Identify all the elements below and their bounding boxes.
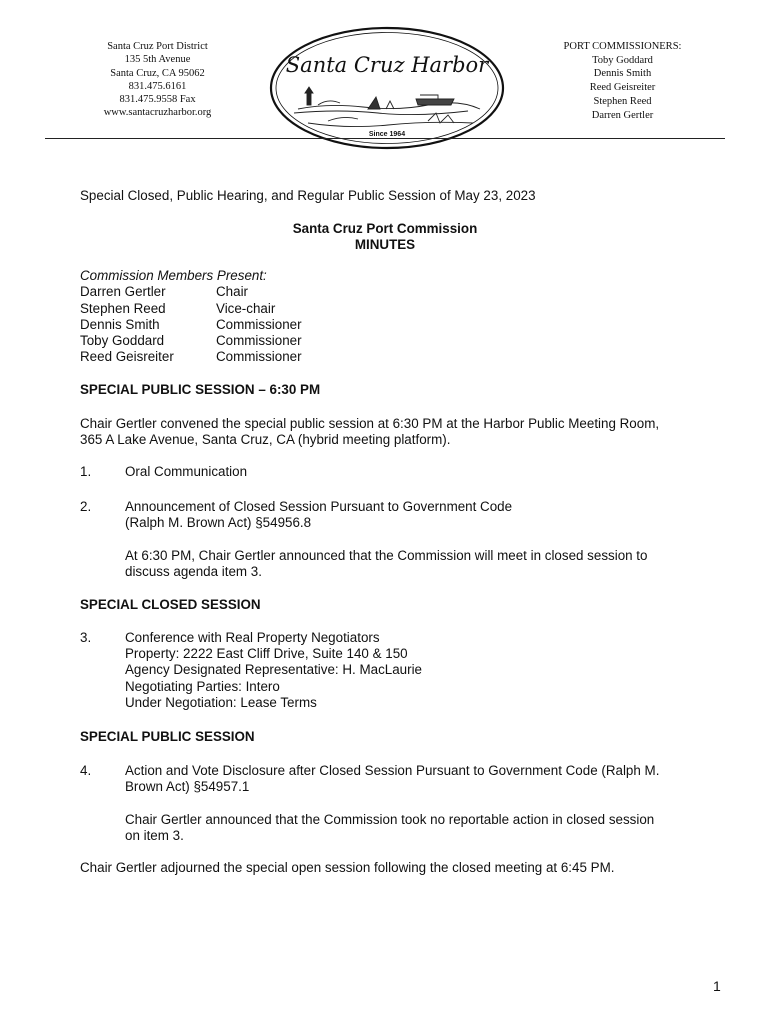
member-name: Toby Goddard	[80, 333, 165, 349]
commissioners-block	[540, 40, 705, 122]
special-public-session-heading: SPECIAL PUBLIC SESSION – 6:30 PM	[80, 382, 321, 397]
santa-cruz-harbor-logo	[268, 25, 506, 151]
item-number: 1.	[80, 464, 92, 479]
fax-number: 831.475.9558 Fax	[119, 94, 196, 106]
logo-since: Since 1964	[368, 131, 406, 138]
adjournment-text: Chair Gertler adjourned the special open session following the closed meeting at 6:45 PM.	[80, 860, 615, 875]
item-number: 2.	[80, 499, 92, 514]
commissioner-name: Reed Geisreiter	[589, 82, 656, 94]
item-vote-disclosure-cont: Brown Act) §54957.1	[125, 779, 250, 794]
item-vote-disclosure: Action and Vote Disclosure after Closed Session Pursuant to Government Code (Ralph M.	[125, 763, 660, 778]
letterhead-divider	[45, 138, 725, 139]
item-number: 3.	[80, 630, 92, 645]
session-title: Special Closed, Public Hearing, and Regular Public Session of May 23, 2023	[80, 188, 536, 203]
member-role: Vice-chair	[216, 300, 276, 316]
member-row	[80, 317, 302, 333]
convened-text-line1: Chair Gertler convened the special public session at 6:30 PM at the Harbor Public Meeting Room,	[80, 416, 660, 431]
member-name: Reed Geisreiter	[80, 349, 174, 365]
member-row	[80, 349, 302, 365]
document-type: MINUTES	[354, 237, 416, 252]
city-state-zip: Santa Cruz, CA 95062	[110, 67, 205, 79]
member-name: Stephen Reed	[80, 300, 166, 316]
commissioners-heading: PORT COMMISSIONERS:	[563, 41, 682, 52]
item-detail-line2: discuss agenda item 3.	[125, 564, 262, 579]
members-present	[80, 268, 302, 366]
special-public-session-heading-2: SPECIAL PUBLIC SESSION	[80, 729, 255, 744]
item-negotiating-parties: Negotiating Parties: Intero	[125, 679, 280, 694]
commissioner-name: Toby Goddard	[592, 54, 653, 66]
member-row	[80, 301, 302, 317]
item-detail-line1: At 6:30 PM, Chair Gertler announced that the Commission will meet in closed session to	[125, 548, 648, 563]
website: www.santacruzharbor.org	[103, 107, 212, 119]
street-address: 135 5th Avenue	[124, 54, 191, 66]
item-property: Property: 2222 East Cliff Drive, Suite 140 & 150	[125, 646, 408, 661]
item-detail-line2: on item 3.	[125, 828, 184, 843]
member-role: Chair	[216, 284, 248, 300]
item-under-negotiation: Under Negotiation: Lease Terms	[125, 695, 317, 710]
members-heading: Commission Members Present:	[80, 268, 267, 283]
member-row	[80, 333, 302, 349]
member-role: Commissioner	[216, 349, 302, 365]
convened-text-line2: 365 A Lake Avenue, Santa Cruz, CA (hybrid meeting platform).	[80, 432, 451, 447]
district-name: Santa Cruz Port District	[107, 41, 208, 52]
item-representative: Agency Designated Representative: H. MacLaurie	[125, 662, 422, 677]
item-negotiators-conference: Conference with Real Property Negotiators	[125, 630, 380, 645]
commissioner-name: Darren Gertler	[591, 109, 654, 121]
member-name: Dennis Smith	[80, 316, 160, 332]
item-closed-session-announcement-cont: (Ralph M. Brown Act) §54956.8	[125, 515, 312, 530]
district-address-block	[70, 40, 245, 120]
phone-number: 831.475.6161	[128, 80, 187, 92]
member-name: Darren Gertler	[80, 284, 166, 300]
item-oral-communication: Oral Communication	[125, 464, 248, 479]
item-closed-session-announcement: Announcement of Closed Session Pursuant to Government Code	[125, 499, 513, 514]
commissioner-name: Stephen Reed	[593, 95, 652, 107]
commissioner-name: Dennis Smith	[593, 68, 652, 80]
page-number: 1	[713, 978, 721, 994]
item-number: 4.	[80, 763, 92, 778]
member-role: Commissioner	[216, 333, 302, 349]
item-detail-line1: Chair Gertler announced that the Commission took no reportable action in closed session	[125, 812, 655, 827]
special-closed-session-heading: SPECIAL CLOSED SESSION	[80, 597, 261, 612]
member-role: Commissioner	[216, 316, 302, 332]
commission-name: Santa Cruz Port Commission	[292, 221, 478, 236]
member-row	[80, 284, 302, 300]
logo-title: Santa Cruz Harbor	[285, 53, 489, 77]
